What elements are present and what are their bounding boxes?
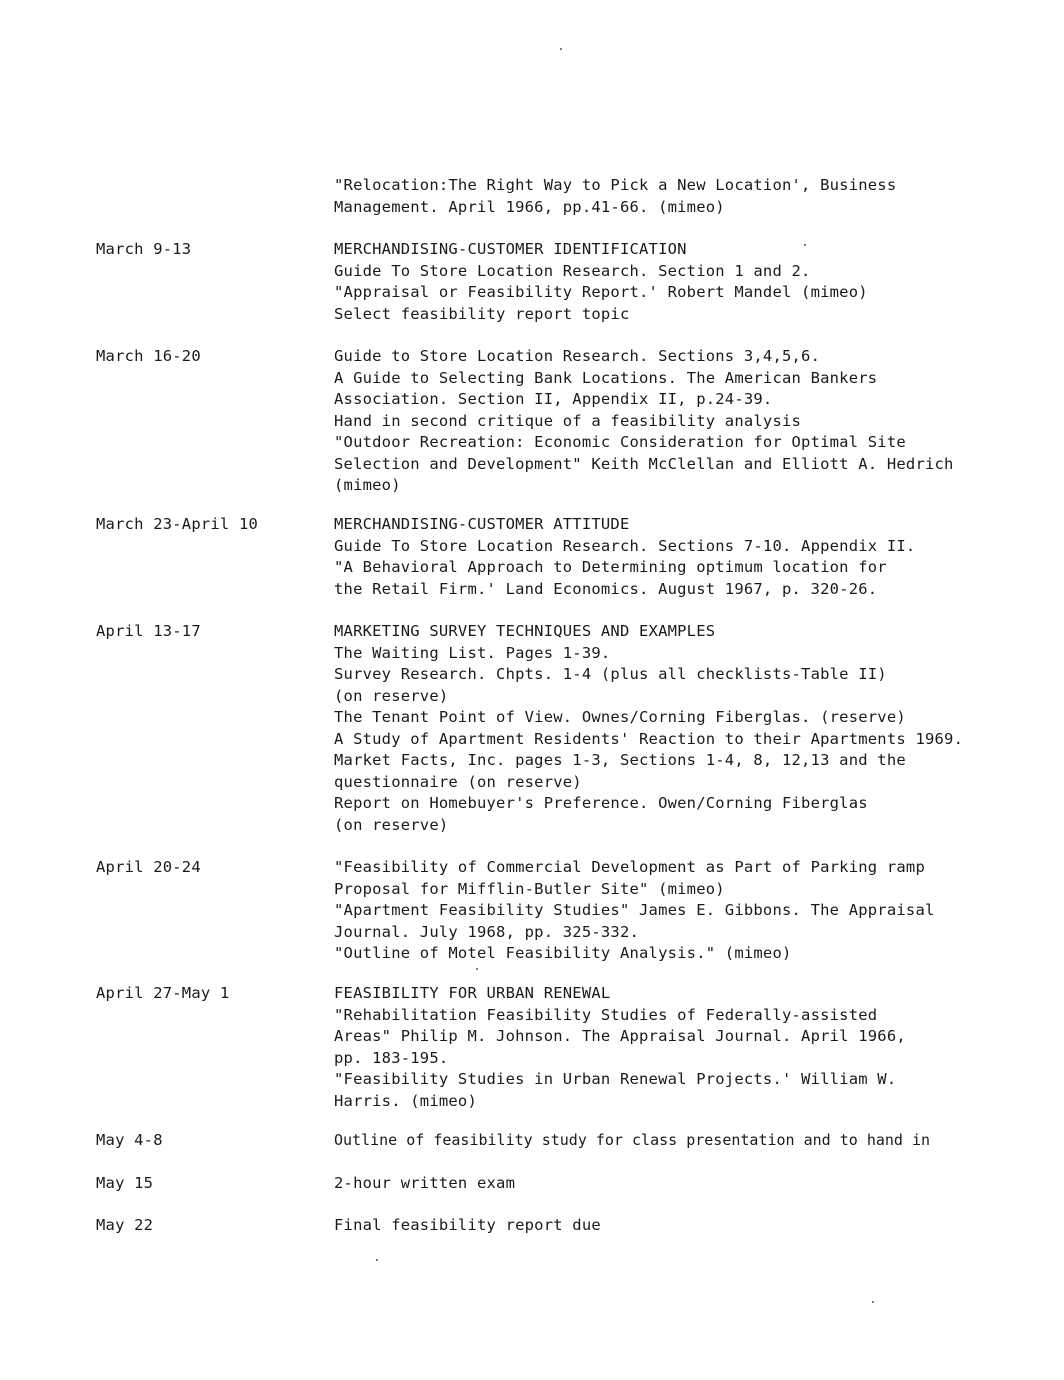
entry-line: Guide to Store Location Research. Sections 3,4,5,6.	[334, 347, 821, 365]
entry-line: "Rehabilitation Feasibility Studies of Federally-assisted	[334, 1005, 878, 1024]
entry-line: Association. Section II, Appendix II, p.24-39.	[334, 390, 773, 408]
schedule-entry	[334, 621, 1054, 836]
entry-line: Areas" Philip M. Johnson. The Appraisal Journal. April 1966,	[334, 1027, 906, 1045]
schedule-date: April 13-17	[96, 622, 201, 640]
entry-line: "Appraisal or Feasibility Report.' Robert Mandel (mimeo)	[334, 283, 868, 301]
schedule-date: April 27-May 1	[96, 984, 230, 1002]
entry-line: "Outdoor Recreation: Economic Consideration for Optimal Site	[334, 433, 906, 451]
entry-line: Guide To Store Location Research. Sections 7-10. Appendix II.	[334, 536, 916, 555]
scan-speck	[376, 1259, 378, 1261]
entry-line: FEASIBILITY FOR URBAN RENEWAL	[334, 984, 611, 1002]
entry-line: questionnaire (on reserve)	[334, 772, 582, 791]
schedule-date: March 16-20	[96, 347, 201, 365]
entry-line: Select feasibility report topic	[334, 304, 630, 323]
schedule-entry	[334, 857, 1054, 965]
entry-line: (mimeo)	[334, 476, 401, 494]
schedule-date: April 20-24	[96, 858, 201, 876]
entry-line: Final feasibility report due	[334, 1216, 601, 1234]
schedule-date: May 4-8	[96, 1131, 163, 1149]
entry-line: the Retail Firm.' Land Economics. August 1967, p. 320-26.	[334, 579, 878, 598]
entry-line: Guide To Store Location Research. Section 1 and 2.	[334, 261, 811, 280]
entry-line: pp. 183-195.	[334, 1048, 449, 1067]
schedule-entry	[334, 983, 1054, 1112]
entry-line: "Feasibility Studies in Urban Renewal Projects.' William W.	[334, 1070, 897, 1088]
entry-line: Hand in second critique of a feasibility analysis	[334, 411, 802, 430]
scan-speck	[804, 244, 806, 246]
entry-line: MERCHANDISING-CUSTOMER IDENTIFICATION	[334, 240, 687, 258]
entry-line: (on reserve)	[334, 686, 449, 705]
entry-line: Proposal for Mifflin-Butler Site" (mimeo)	[334, 879, 725, 898]
entry-line: A Guide to Selecting Bank Locations. The American Bankers	[334, 368, 878, 387]
schedule-entry	[334, 1130, 1054, 1152]
entry-line: Selection and Development" Keith McClellan and Elliott A. Hedrich	[334, 454, 954, 473]
entry-line: Management. April 1966, pp.41-66. (mimeo)	[334, 197, 725, 216]
entry-line: Journal. July 1968, pp. 325-332.	[334, 922, 640, 941]
entry-line: Survey Research. Chpts. 1-4 (plus all checklists-Table II)	[334, 665, 887, 683]
entry-line: The Tenant Point of View. Ownes/Corning Fiberglas. (reserve)	[334, 708, 906, 726]
entry-line: Market Facts, Inc. pages 1-3, Sections 1-4, 8, 12,13 and the	[334, 751, 906, 769]
entry-line: The Waiting List. Pages 1-39.	[334, 643, 611, 662]
schedule-date: March 9-13	[96, 240, 192, 258]
scan-speck	[872, 1301, 874, 1303]
entry-line: "Apartment Feasibility Studies" James E. Gibbons. The Appraisal	[334, 901, 935, 919]
schedule-date: March 23-April 10	[96, 515, 259, 533]
entry-line: A Study of Apartment Residents' Reaction to their Apartments 1969.	[334, 729, 964, 748]
scan-speck	[476, 968, 478, 970]
entry-line: MARKETING SURVEY TECHNIQUES AND EXAMPLES	[334, 622, 716, 640]
schedule-date: May 15	[96, 1174, 154, 1192]
schedule-entry	[334, 1215, 1054, 1237]
entry-line: 2-hour written exam	[334, 1174, 516, 1192]
entry-line: "A Behavioral Approach to Determining optimum location for	[334, 558, 887, 576]
entry-line: "Feasibility of Commercial Development as Part of Parking ramp	[334, 858, 925, 876]
schedule-entry	[334, 514, 1054, 600]
entry-line: Report on Homebuyer's Preference. Owen/Corning Fiberglas	[334, 794, 868, 812]
schedule-entry	[334, 239, 1054, 325]
entry-line: "Outline of Motel Feasibility Analysis." (mimeo)	[334, 944, 792, 962]
intro-entry	[334, 175, 1054, 218]
entry-line: "Relocation:The Right Way to Pick a New Location', Business	[334, 176, 897, 194]
scan-speck	[560, 48, 562, 50]
schedule-date: May 22	[96, 1216, 154, 1234]
schedule-entry	[334, 346, 1054, 497]
entry-line: MERCHANDISING-CUSTOMER ATTITUDE	[334, 515, 630, 533]
entry-line: Outline of feasibility study for class presentation and to hand in	[334, 1131, 931, 1149]
schedule-entry	[334, 1173, 1054, 1195]
entry-line: Harris. (mimeo)	[334, 1091, 477, 1110]
entry-line: (on reserve)	[334, 815, 449, 834]
